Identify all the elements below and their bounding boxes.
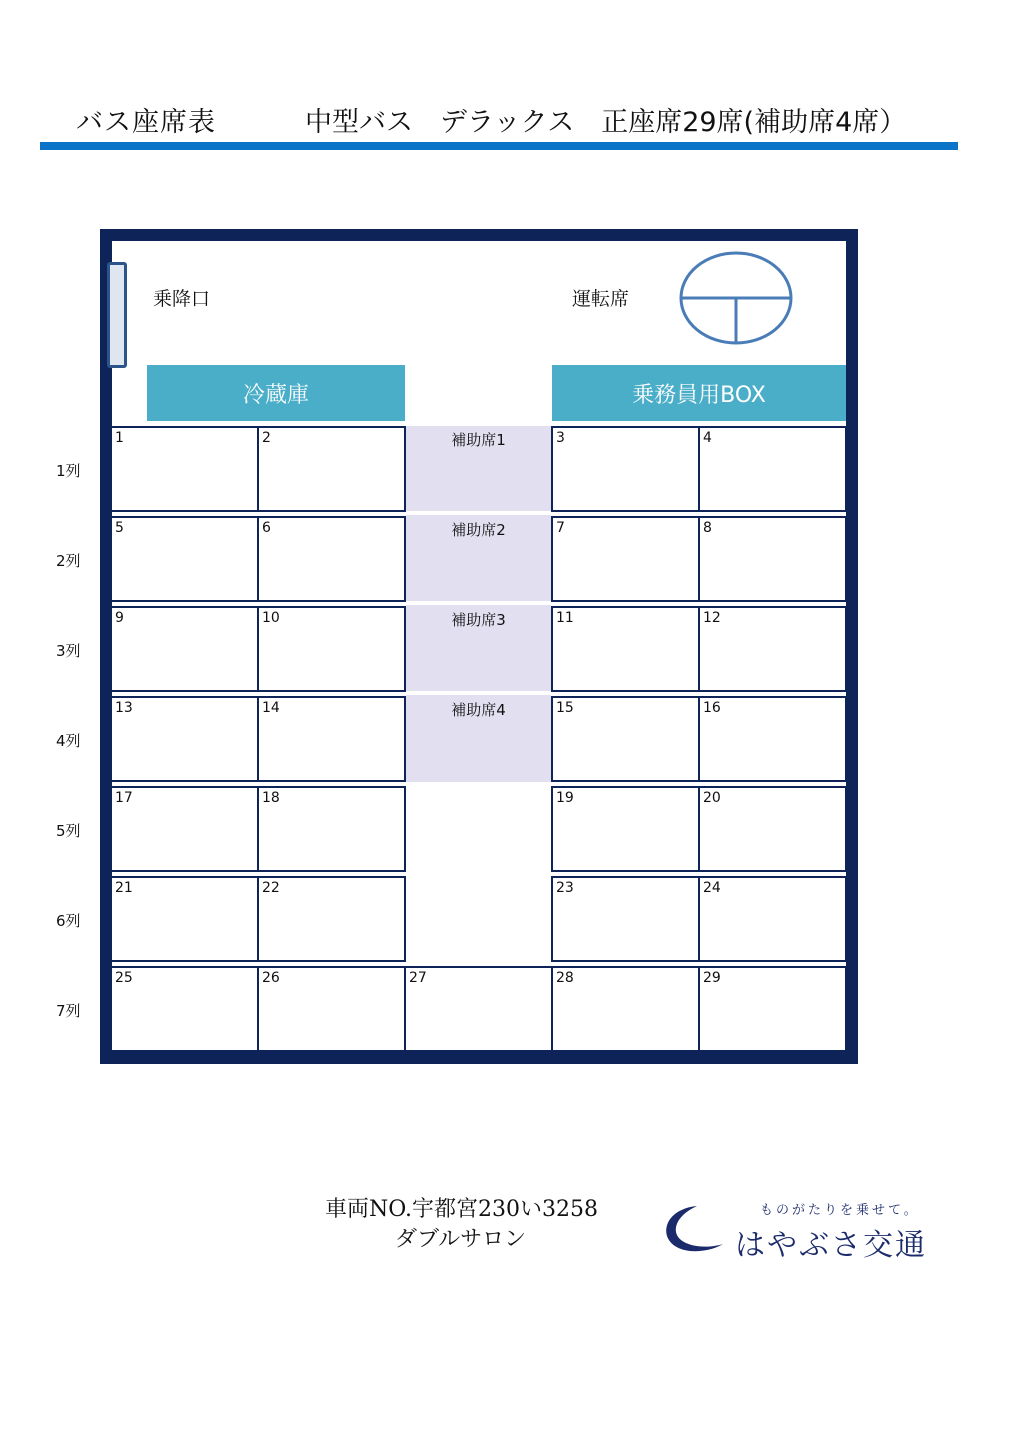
seat-14[interactable]: 14: [257, 696, 406, 782]
aux-divider: [406, 511, 551, 515]
seat-10[interactable]: 10: [257, 606, 406, 692]
title-underline: [40, 142, 958, 150]
seat-17[interactable]: 17: [110, 786, 259, 872]
row-label: 2列: [56, 552, 81, 570]
seat-9[interactable]: 9: [110, 606, 259, 692]
seat-24[interactable]: 24: [698, 876, 847, 962]
row-label: 5列: [56, 822, 81, 840]
seat-22[interactable]: 22: [257, 876, 406, 962]
company-slogan: ものがたりを乗せて。: [760, 1203, 920, 1218]
vehicle-plate: 車両NO.宇都宮230い3258: [325, 1197, 598, 1222]
seat-21[interactable]: 21: [110, 876, 259, 962]
seat-18[interactable]: 18: [257, 786, 406, 872]
seat-16[interactable]: 16: [698, 696, 847, 782]
row-label: 6列: [56, 912, 81, 930]
seat-20[interactable]: 20: [698, 786, 847, 872]
aux-seat-4[interactable]: 補助席4: [451, 701, 506, 719]
vehicle-name: ダブルサロン: [395, 1227, 527, 1252]
row-label: 3列: [56, 642, 81, 660]
seat-1[interactable]: 1: [110, 426, 259, 512]
seat-13[interactable]: 13: [110, 696, 259, 782]
seat-11[interactable]: 11: [551, 606, 700, 692]
row-label: 7列: [56, 1002, 81, 1020]
seat-3[interactable]: 3: [551, 426, 700, 512]
page-subtitle: 中型バス デラックス 正座席29席(補助席4席）: [305, 107, 907, 138]
company-name: はやぶさ交通: [735, 1228, 927, 1263]
driver-seat-label: 運転席: [572, 288, 630, 310]
crescent-logo-icon: [657, 1200, 725, 1256]
seat-4[interactable]: 4: [698, 426, 847, 512]
seat-27[interactable]: 27: [404, 966, 553, 1052]
seat-8[interactable]: 8: [698, 516, 847, 602]
fridge-block: 冷蔵庫: [147, 365, 405, 421]
row-label: 1列: [56, 462, 81, 480]
seat-28[interactable]: 28: [551, 966, 700, 1052]
aux-divider: [406, 691, 551, 695]
page-title: バス座席表: [76, 107, 216, 138]
seat-7[interactable]: 7: [551, 516, 700, 602]
aux-divider: [406, 601, 551, 605]
aux-seat-3[interactable]: 補助席3: [451, 611, 506, 629]
aux-seat-1[interactable]: 補助席1: [451, 431, 506, 449]
seat-6[interactable]: 6: [257, 516, 406, 602]
seat-15[interactable]: 15: [551, 696, 700, 782]
row-label: 4列: [56, 732, 81, 750]
seat-25[interactable]: 25: [110, 966, 259, 1052]
aux-seat-2[interactable]: 補助席2: [451, 521, 506, 539]
door-icon: [107, 262, 127, 368]
seat-23[interactable]: 23: [551, 876, 700, 962]
steering-wheel-icon: [679, 251, 793, 345]
crew-box-block: 乗務員用BOX: [552, 365, 846, 421]
seat-5[interactable]: 5: [110, 516, 259, 602]
entrance-label: 乗降口: [153, 288, 211, 310]
seat-12[interactable]: 12: [698, 606, 847, 692]
seat-26[interactable]: 26: [257, 966, 406, 1052]
seat-2[interactable]: 2: [257, 426, 406, 512]
seat-29[interactable]: 29: [698, 966, 847, 1052]
seat-19[interactable]: 19: [551, 786, 700, 872]
